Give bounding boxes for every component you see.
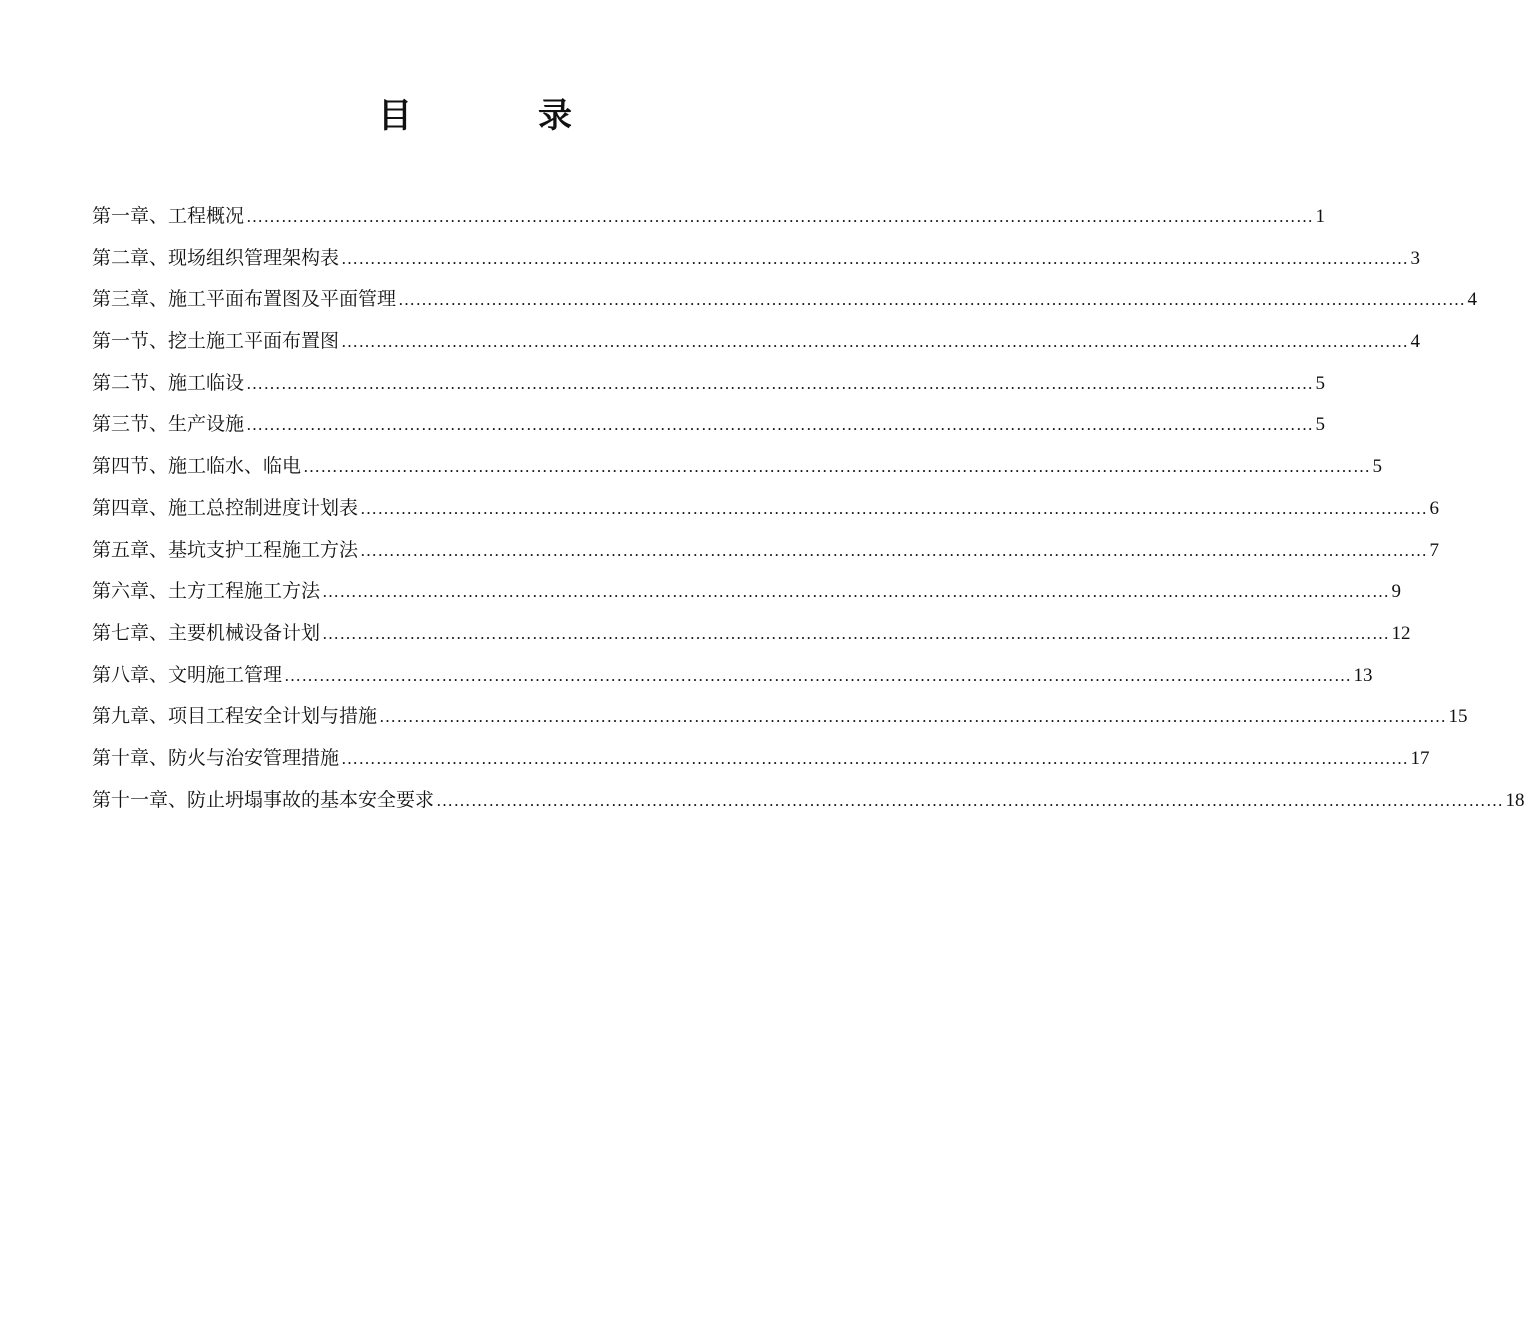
toc-leader-dots: ………………………………………………………………………………………………………………………………………………………………… [246, 207, 1314, 226]
toc-entry-page: 18 [1505, 789, 1525, 811]
toc-leader-dots: ………………………………………………………………………………………………………………………………………………………………… [284, 665, 1352, 685]
toc-entry-page: 17 [1410, 747, 1430, 769]
toc-entry[interactable] [92, 700, 1468, 742]
toc-entry[interactable] [92, 367, 1326, 409]
toc-entry[interactable] [92, 784, 1525, 826]
toc-entry-label: 第四章、施工总控制进度计划表 [92, 496, 359, 519]
toc-leader-dots: ………………………………………………………………………………………………………………………………………………………………… [341, 248, 1409, 268]
toc-leader-dots: ………………………………………………………………………………………………………………………………………………………………… [398, 290, 1466, 310]
toc-entry-page: 15 [1448, 706, 1468, 728]
toc-entry-label: 第十章、防火与治安管理措施 [92, 746, 340, 769]
toc-entry-page: 9 [1391, 581, 1402, 603]
toc-entry[interactable] [92, 742, 1430, 784]
toc-entry-page: 1 [1315, 206, 1326, 227]
toc-leader-dots: ………………………………………………………………………………………………………………………………………………………………… [360, 498, 1428, 518]
toc-entry-page: 4 [1467, 289, 1478, 311]
toc-entry-label: 第二节、施工临设 [92, 371, 245, 394]
toc-entry-label: 第十一章、防止坍塌事故的基本安全要求 [92, 788, 435, 811]
toc-leader-dots: ………………………………………………………………………………………………………………………………………………………………… [303, 457, 1371, 477]
toc-entry-page: 3 [1410, 247, 1421, 269]
toc-entry-page: 4 [1410, 331, 1421, 353]
toc-entry-page: 6 [1429, 497, 1440, 519]
toc-entry[interactable] [92, 283, 1478, 325]
toc-entry-label: 第三章、施工平面布置图及平面管理 [92, 288, 397, 311]
table-of-contents [92, 200, 1525, 825]
toc-entry-label: 第三节、生产设施 [92, 413, 245, 436]
toc-entry-page: 12 [1391, 622, 1411, 644]
toc-entry-label: 第八章、文明施工管理 [92, 663, 283, 686]
toc-leader-dots: ………………………………………………………………………………………………………………………………………………………………… [322, 582, 1390, 602]
toc-entry-page: 5 [1315, 414, 1326, 436]
toc-entry[interactable] [92, 242, 1421, 284]
toc-leader-dots: ………………………………………………………………………………………………………………………………………………………………… [246, 415, 1314, 435]
toc-entry-label: 第七章、主要机械设备计划 [92, 621, 321, 644]
toc-leader-dots: ………………………………………………………………………………………………………………………………………………………………… [322, 623, 1390, 643]
toc-entry-label: 第五章、基坑支护工程施工方法 [92, 538, 359, 561]
toc-entry-page: 5 [1372, 456, 1383, 478]
toc-entry-label: 第四节、施工临水、临电 [92, 455, 302, 478]
toc-leader-dots: ………………………………………………………………………………………………………………………………………………………………… [246, 373, 1314, 393]
toc-entry[interactable] [92, 575, 1402, 617]
toc-leader-dots: ………………………………………………………………………………………………………………………………………………………………… [360, 540, 1428, 560]
toc-entry[interactable] [92, 617, 1411, 659]
toc-entry[interactable] [92, 534, 1440, 576]
toc-entry[interactable] [92, 492, 1440, 534]
toc-entry-label: 第六章、土方工程施工方法 [92, 580, 321, 603]
toc-leader-dots: ………………………………………………………………………………………………………………………………………………………………… [341, 748, 1409, 768]
toc-entry-page: 13 [1353, 664, 1373, 686]
page-title: 目 录 [378, 96, 618, 136]
toc-entry-page: 7 [1429, 539, 1440, 561]
toc-leader-dots: ………………………………………………………………………………………………………………………………………………………………… [341, 332, 1409, 352]
toc-entry[interactable] [92, 450, 1383, 492]
toc-entry-label: 第一章、工程概况 [92, 205, 245, 227]
toc-entry[interactable] [92, 659, 1373, 701]
toc-entry-page: 5 [1315, 372, 1326, 394]
toc-leader-dots: ………………………………………………………………………………………………………………………………………………………………… [436, 790, 1504, 810]
toc-entry-label: 第一节、挖土施工平面布置图 [92, 330, 340, 353]
toc-entry[interactable] [92, 325, 1421, 367]
toc-entry[interactable] [92, 408, 1326, 450]
toc-leader-dots: ………………………………………………………………………………………………………………………………………………………………… [379, 707, 1447, 727]
toc-entry-label: 第二章、现场组织管理架构表 [92, 246, 340, 269]
toc-entry[interactable] [92, 200, 1326, 242]
toc-entry-label: 第九章、项目工程安全计划与措施 [92, 705, 378, 728]
